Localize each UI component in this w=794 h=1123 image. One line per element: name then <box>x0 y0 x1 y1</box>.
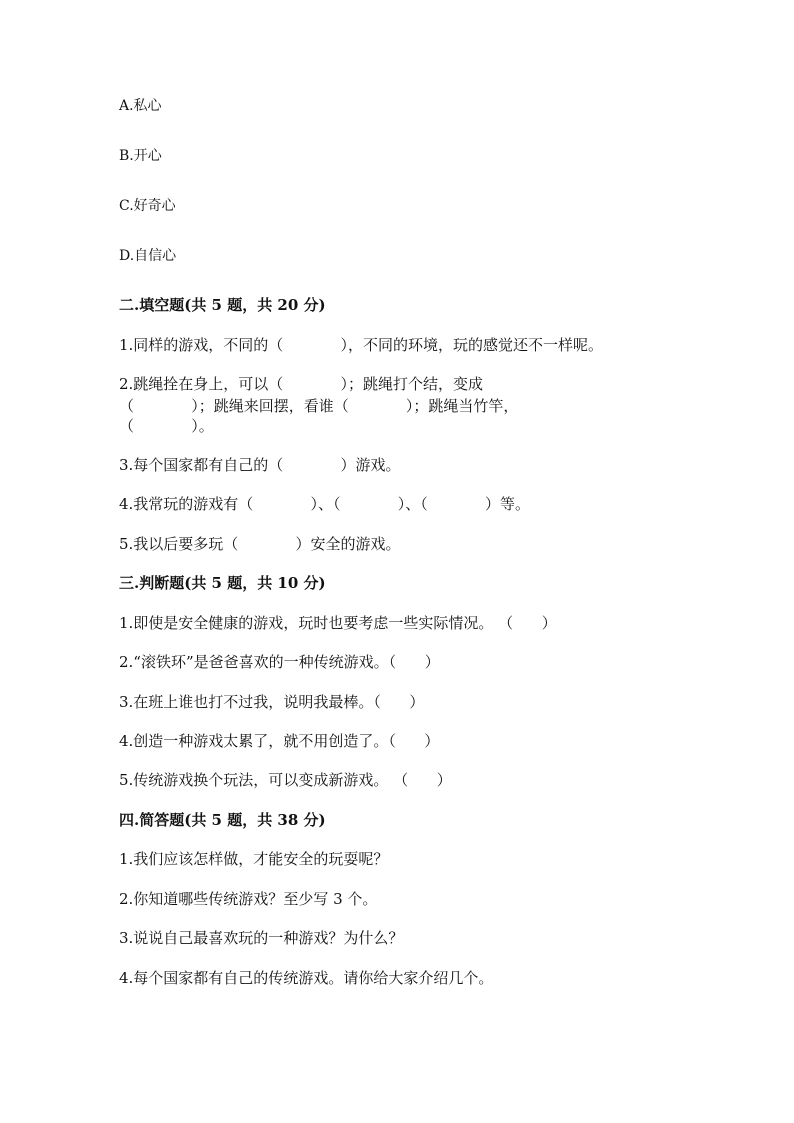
question-line: 1.同样的游戏，不同的（ ），不同的环境，玩的感觉还不一样呢。 <box>119 336 604 354</box>
section-title-short-answer: 四.简答题(共 5 题，共 38 分) <box>119 811 326 829</box>
question-line: 5.传统游戏换个玩法，可以变成新游戏。 （ ） <box>119 771 452 789</box>
question-line: 2.“滚铁环”是爸爸喜欢的一种传统游戏。（ ） <box>119 653 440 671</box>
question-line: 4.每个国家都有自己的传统游戏。请你给大家介绍几个。 <box>119 969 494 987</box>
question-line: 2.跳绳拴在身上，可以（ ）；跳绳打个结，变成 <box>119 375 484 393</box>
option-b: B.开心 <box>119 148 162 164</box>
section-title-fill-blank: 二.填空题(共 5 题，共 20 分) <box>119 296 326 314</box>
question-line: 3.每个国家都有自己的（ ）游戏。 <box>119 456 401 474</box>
option-d: D.自信心 <box>119 248 177 264</box>
question-line: 4.创造一种游戏太累了，就不用创造了。（ ） <box>119 732 440 750</box>
question-line: （ ）。 <box>119 417 214 435</box>
section-title-true-false: 三.判断题(共 5 题，共 10 分) <box>119 574 326 592</box>
question-line: 1.即使是安全健康的游戏，玩时也要考虑一些实际情况。 （ ） <box>119 614 557 632</box>
question-line: 3.在班上谁也打不过我，说明我最棒。（ ） <box>119 693 425 711</box>
question-line: 3.说说自己最喜欢玩的一种游戏？为什么？ <box>119 929 404 947</box>
question-line: 4.我常玩的游戏有（ ）、（ ）、（ ）等。 <box>119 495 530 513</box>
question-line: 5.我以后要多玩（ ）安全的游戏。 <box>119 535 401 553</box>
option-c: C.好奇心 <box>119 198 176 214</box>
option-a: A.私心 <box>119 98 162 114</box>
question-line: （ ）；跳绳来回摆，看谁（ ）；跳绳当竹竿， <box>119 397 519 415</box>
question-line: 1.我们应该怎样做，才能安全的玩耍呢？ <box>119 850 389 868</box>
question-line: 2.你知道哪些传统游戏？至少写 3 个。 <box>119 890 378 908</box>
